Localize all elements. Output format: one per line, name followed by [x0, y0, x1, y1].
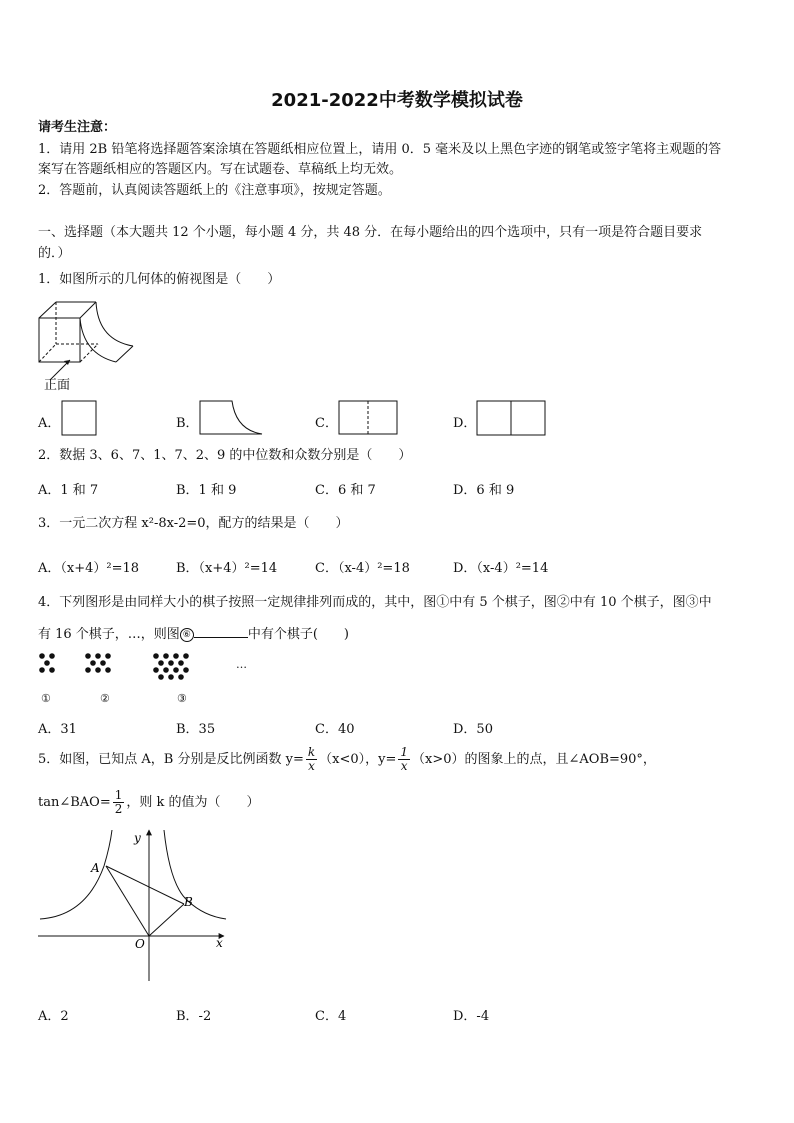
chess-piece-dot: [183, 667, 189, 673]
q1-option-a-label: A．: [38, 416, 61, 431]
q4-stem-line-2: [38, 625, 349, 644]
section-heading-line-2: 的．）: [38, 246, 71, 261]
fraction-1-over-x: [398, 746, 410, 773]
chess-piece-dot: [183, 653, 189, 659]
q3-option-a: A．（x+4）²=18: [38, 561, 140, 576]
q1-option-c-figure: [337, 400, 401, 438]
q4-option-a: A．31: [38, 722, 77, 737]
chess-piece-dot: [153, 667, 159, 673]
q5-option-d: D．-4: [453, 1009, 490, 1024]
fraction-denominator-x: x: [400, 759, 408, 773]
chess-piece-dot: [163, 667, 169, 673]
chess-piece-dot: [105, 667, 111, 673]
chess-piece-dot: [39, 667, 45, 673]
q1-stem: 1．如图所示的几何体的俯视图是（ ）: [38, 272, 281, 287]
chess-piece-dot: [95, 653, 101, 659]
q3-option-b: B．（x+4）²=14: [176, 561, 278, 576]
q1-option-d-label: D．: [453, 416, 477, 431]
q1-solid-figure: [36, 296, 138, 368]
q5-stem-part-d: tan∠BAO=: [38, 795, 111, 810]
q1-option-b-label: B．: [176, 416, 199, 431]
chess-piece-dot: [49, 653, 55, 659]
fraction-numerator-1: 1: [114, 788, 123, 802]
q2-stem: 2．数据 3、6、7、1、7、2、9 的中位数和众数分别是（ ）: [38, 448, 412, 463]
chess-piece-dot: [105, 653, 111, 659]
q3-option-d: D．（x-4）²=14: [453, 561, 549, 576]
fraction-k-over-x: [306, 746, 317, 773]
fraction-numerator-1: 1: [400, 745, 409, 759]
q4-stem-part-a: 有 16 个棋子，…，则图: [38, 627, 180, 642]
chess-piece-dot: [44, 660, 50, 666]
chess-piece-dot: [178, 674, 184, 680]
q4-figure-label-1: ①: [41, 692, 51, 705]
q2-option-a: A．1 和 7: [38, 483, 99, 498]
label-y: y: [134, 831, 141, 845]
q4-figure-label-2: ②: [100, 692, 110, 705]
q5-stem-line-2: [38, 788, 260, 818]
chess-piece-dot: [39, 653, 45, 659]
q4-option-d: D．50: [453, 722, 493, 737]
chess-piece-dot: [90, 660, 96, 666]
answer-blank: [194, 625, 248, 638]
label-a: A: [91, 861, 100, 875]
q4-option-b: B．35: [176, 722, 216, 737]
notice-line-1b: 案写在答题纸相应的答题区内。写在试题卷、草稿纸上均无效。: [38, 162, 403, 177]
notice-heading: 请考生注意：: [38, 120, 117, 135]
q4-figure-label-3: ③: [177, 692, 187, 705]
hyperbola-left-branch: [40, 830, 112, 919]
q1-option-b-figure: [198, 400, 266, 438]
chess-piece-dot: [85, 667, 91, 673]
q3-option-c: C．（x-4）²=18: [315, 561, 410, 576]
label-b: B: [184, 895, 193, 909]
fraction-one-half: [113, 789, 125, 816]
q5-option-b: B．-2: [176, 1009, 212, 1024]
chess-piece-dot: [178, 660, 184, 666]
fraction-numerator-k: k: [307, 745, 316, 759]
q5-coordinate-graph: [36, 826, 236, 986]
chess-piece-dot: [85, 653, 91, 659]
q5-stem-line-1: [38, 745, 656, 775]
q5-stem-part-a: 5．如图，已知点 A，B 分别是反比例函数 y=: [38, 752, 304, 767]
fraction-denominator-2: 2: [114, 802, 123, 816]
notice-line-2: 2．答题前，认真阅读答题纸上的《注意事项》，按规定答题。: [38, 183, 391, 198]
label-o: O: [135, 937, 145, 951]
q4-ellipsis: …: [236, 658, 247, 671]
front-label: 正面: [44, 378, 71, 393]
q5-stem-part-c: （x>0）的图象上的点，且∠AOB=90°，: [412, 752, 656, 767]
section-heading-line-1: 一、选择题（本大题共 12 个小题，每小题 4 分，共 48 分．在每小题给出的四个选项中，只有一项是符合题目要求: [38, 225, 703, 240]
notice-line-1a: 1．请用 2B 铅笔将选择题答案涂填在答题纸相应位置上，请用 0．5 毫米及以上黑色字迹的钢笔或签字笔将主观题的答: [38, 142, 722, 157]
fraction-denominator-x: x: [308, 759, 315, 773]
q4-stem-part-b: 中有个棋子( ): [247, 627, 349, 642]
figure-number-circle: ⑥: [180, 628, 194, 642]
q5-stem-part-e: ，则 k 的值为（ ）: [126, 795, 260, 810]
q5-option-a: A．2: [38, 1009, 69, 1024]
chess-piece-dot: [158, 660, 164, 666]
q4-pattern-figures: [36, 651, 268, 691]
chess-piece-dot: [100, 660, 106, 666]
exam-title: 2021-2022中考数学模拟试卷: [271, 90, 523, 111]
q1-option-c-label: C．: [315, 416, 338, 431]
chess-piece-dot: [95, 667, 101, 673]
chess-piece-dot: [49, 667, 55, 673]
q2-option-c: C．6 和 7: [315, 483, 376, 498]
q1-option-d-figure: [475, 400, 549, 438]
label-x: x: [216, 936, 223, 950]
q5-option-c: C．4: [315, 1009, 347, 1024]
q1-option-a-figure: [60, 400, 100, 438]
q3-stem: 3．一元二次方程 x²-8x-2=0，配方的结果是（ ）: [38, 516, 349, 531]
chess-piece-dot: [158, 674, 164, 680]
chess-piece-dot: [153, 653, 159, 659]
chess-piece-dot: [168, 674, 174, 680]
chess-piece-dot: [173, 667, 179, 673]
q4-stem-line-1: 4．下列图形是由同样大小的棋子按照一定规律排列而成的，其中，图①中有 5 个棋子，图②中有 10 个棋子，图③中: [38, 595, 712, 610]
q5-stem-part-b: （x<0），y=: [319, 752, 397, 767]
segment-ob: [149, 904, 184, 936]
chess-piece-dot: [173, 653, 179, 659]
hyperbola-right-branch: [164, 830, 226, 919]
q2-option-d: D．6 和 9: [453, 483, 515, 498]
q4-option-c: C．40: [315, 722, 355, 737]
q2-option-b: B．1 和 9: [176, 483, 237, 498]
chess-piece-dot: [163, 653, 169, 659]
chess-piece-dot: [168, 660, 174, 666]
